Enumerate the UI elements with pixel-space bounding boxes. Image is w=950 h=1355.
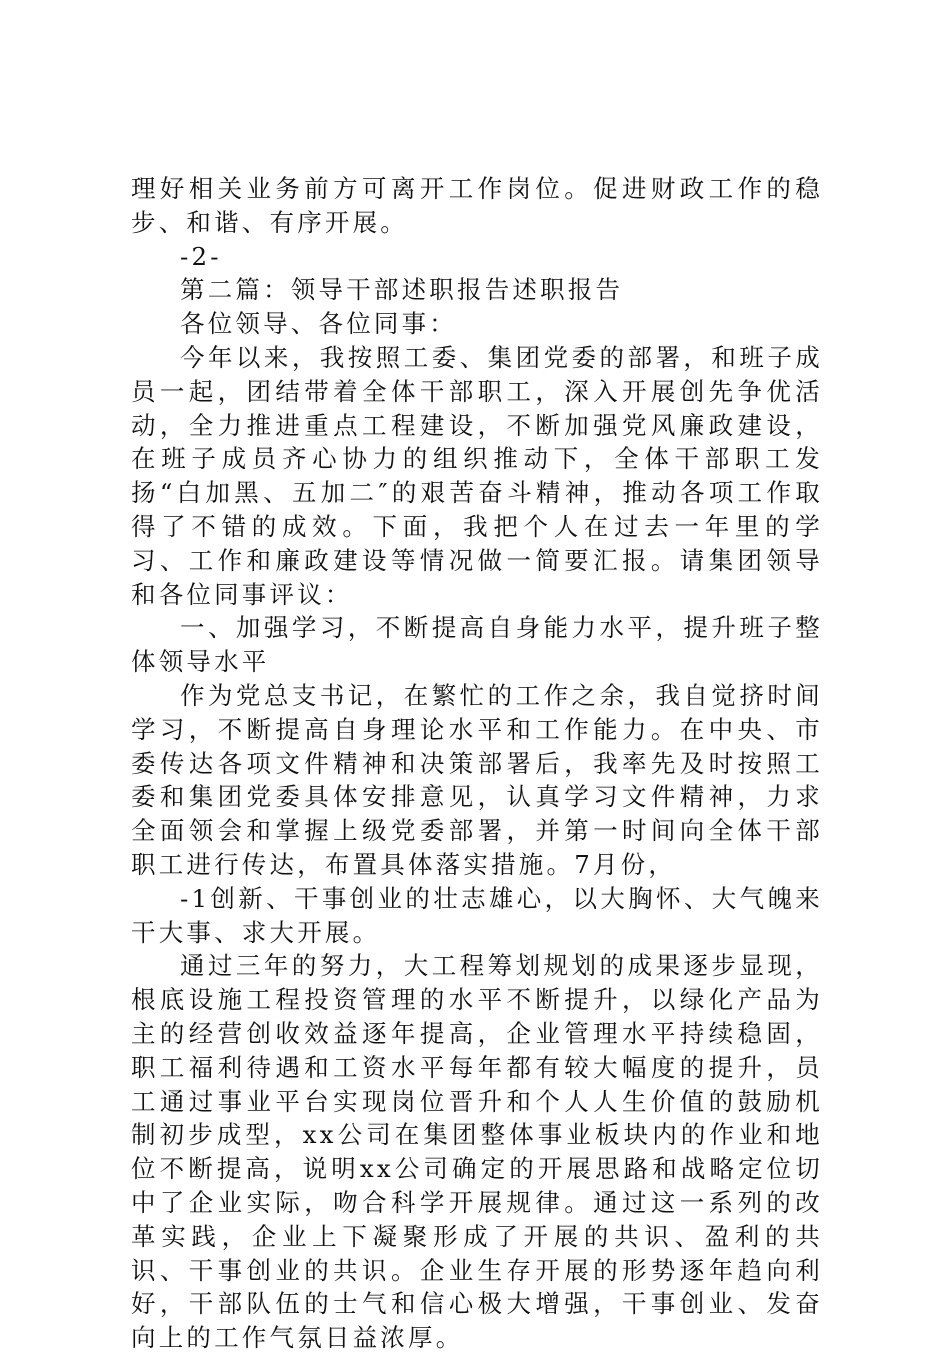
document-body	[131, 172, 823, 1355]
paragraph-fragment: -1创新、干事创业的壮志雄心，以大胸怀、大气魄来干大事、求大开展。	[131, 883, 823, 947]
section-title: 第二篇：领导干部述职报告述职报告	[180, 275, 624, 305]
paragraph-results: 通过三年的努力，大工程筹划规划的成果逐步显现，根底设施工程投资管理的水平不断提升，以绿化产品为主的经营创收效益逐年提高，企业管理水平持续稳固，职工福利待遇和工资水平每年都有较大幅度的提升，员工通过事业平台实现岗位晋升和个人人生价值的鼓励机制初步成型，xx公司在集团整体事业板块内的作业和地位不断提高，说明xx公司确定的开展思路和战略定位切中了企业实际，吻合科学开展规律。通过这一系列的改革实践，企业上下凝聚形成了开展的共识、盈利的共识、干事创业的共识。企业生存开展的形势逐年趋向利好，干部队伍的士气和信心极大增强，干事创业、发奋向上的工作气氛日益浓厚。	[131, 951, 823, 1353]
paragraph-continuation: 理好相关业务前方可离开工作岗位。促进财政工作的稳步、和谐、有序开展。	[131, 174, 823, 237]
subsection-heading: 一、加强学习，不断提高自身能力水平，提升班子整体领导水平	[131, 613, 823, 677]
paragraph-intro: 今年以来，我按照工委、集团党委的部署，和班子成员一起，团结带着全体干部职工，深入开展创先争优活动，全力推进重点工程建设，不断加强党风廉政建设，在班子成员齐心协力的组织推动下，全体干部职工发扬“白加黑、五加二″的艰苦奋斗精神，推动各项工作取得了不错的成效。下面，我把个人在过去一年里的学习、工作和廉政建设等情况做一简要汇报。请集团领导和各位同事评议：	[131, 342, 823, 609]
page-number-marker: -2-	[180, 241, 222, 271]
paragraph-study: 作为党总支书记，在繁忙的工作之余，我自觉挤时间学习，不断提高自身理论水平和工作能力。在中央、市委传达各项文件精神和决策部署后，我率先及时按照工委和集团党委具体安排意见，认真学习文件精神，力求全面领会和掌握上级党委部署，并第一时间向全体干部职工进行传达，布置具体落实措施。7月份，	[131, 680, 823, 879]
salutation: 各位领导、各位同事：	[180, 309, 457, 339]
